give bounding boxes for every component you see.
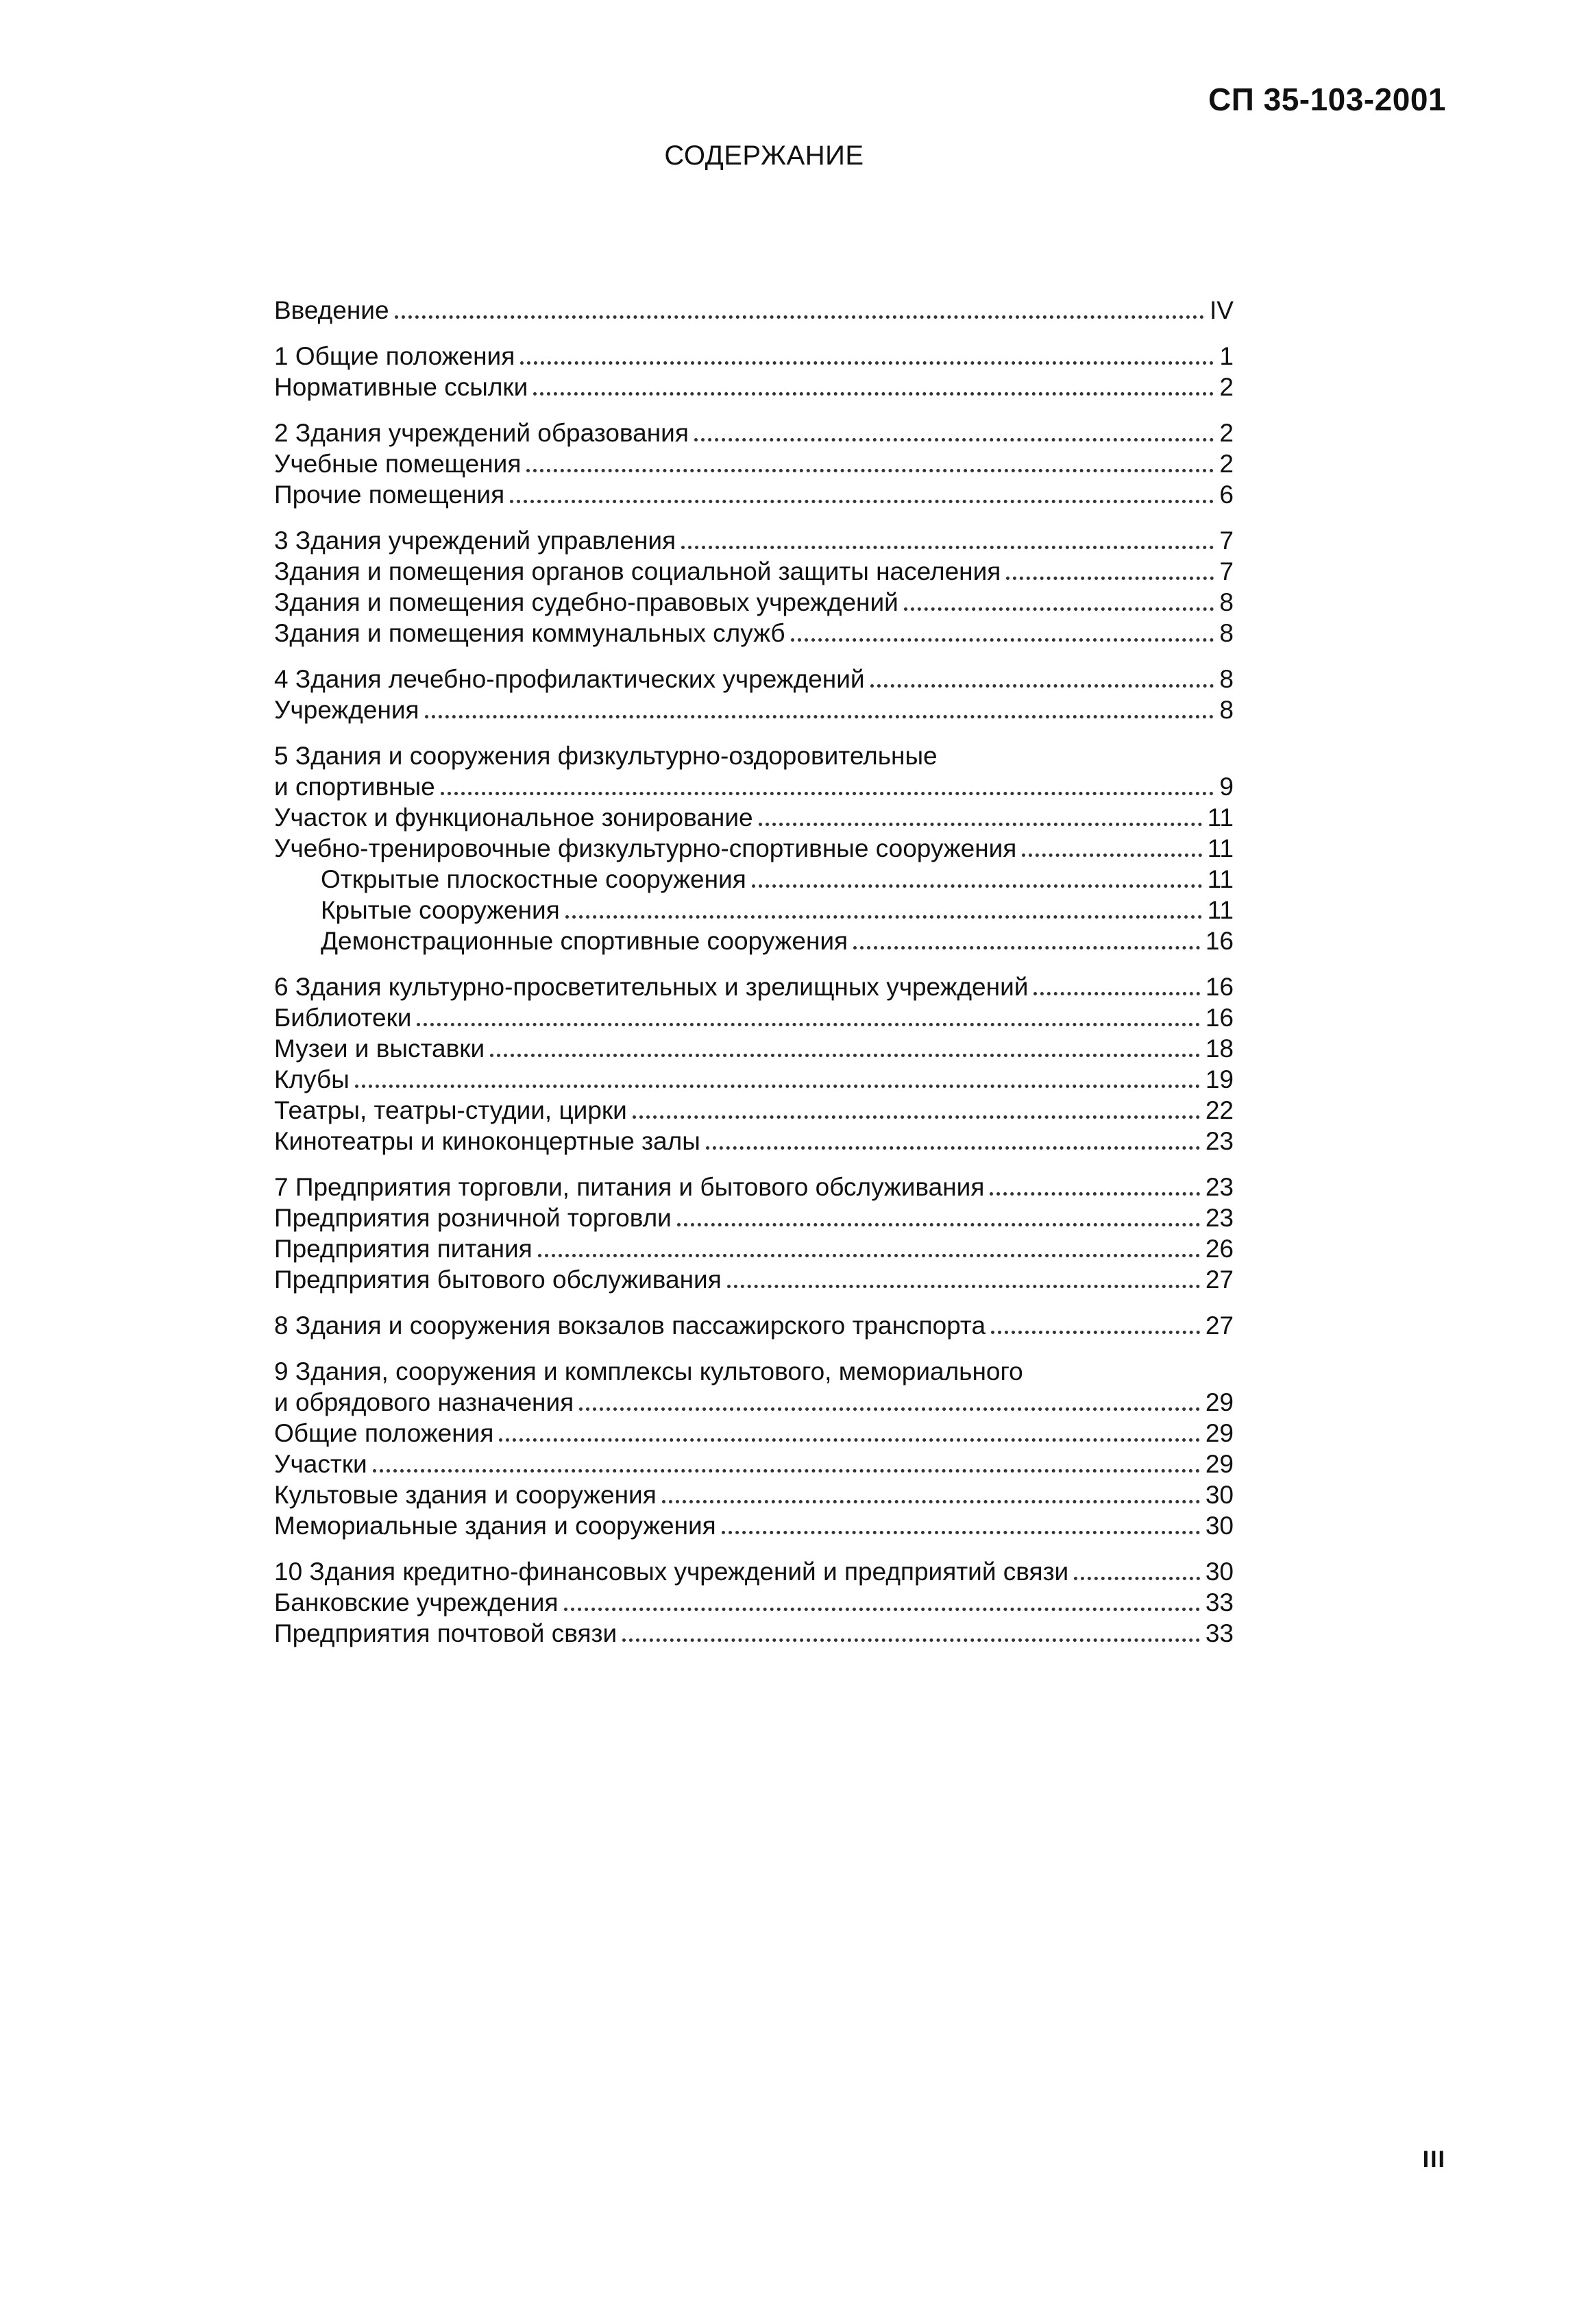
toc-entry[interactable] xyxy=(274,1510,1234,1541)
toc-entry-page: IV xyxy=(1210,296,1234,324)
toc-entry-label: Здания и помещения коммунальных служб xyxy=(274,619,785,647)
toc-entry-page: 23 xyxy=(1205,1173,1234,1201)
toc-group xyxy=(274,341,1234,402)
dot-leader xyxy=(373,1469,1200,1473)
dot-leader xyxy=(991,1331,1200,1334)
toc-entry-label: 8 Здания и сооружения вокзалов пассажирского транспорта xyxy=(274,1311,986,1340)
toc-entry[interactable] xyxy=(274,341,1234,372)
dot-leader xyxy=(752,884,1202,888)
toc-entry[interactable] xyxy=(274,694,1234,725)
toc-entry-label: Клубы xyxy=(274,1065,350,1093)
toc-entry-label: и обрядового назначения xyxy=(274,1388,574,1416)
toc-entry[interactable] xyxy=(274,448,1234,479)
toc-group xyxy=(274,1172,1234,1295)
dot-leader xyxy=(677,1223,1200,1226)
toc-entry-page: 11 xyxy=(1207,865,1234,893)
toc-entry-label: 10 Здания кредитно-финансовых учреждений и предприятий связи xyxy=(274,1558,1069,1586)
toc-entry-label: Банковские учреждения xyxy=(274,1588,559,1617)
toc-entry-label: Участок и функциональное зонирование xyxy=(274,803,753,832)
toc-entry[interactable] xyxy=(274,1418,1234,1449)
toc-entry[interactable] xyxy=(274,587,1234,618)
dot-leader xyxy=(1006,577,1214,580)
dot-leader xyxy=(727,1285,1200,1288)
toc-entry[interactable] xyxy=(274,479,1234,510)
toc-entry-page: 8 xyxy=(1219,588,1234,616)
dot-leader xyxy=(520,361,1214,365)
dot-leader xyxy=(662,1500,1200,1503)
toc-entry-page: 18 xyxy=(1205,1034,1234,1063)
toc-entry-page: 30 xyxy=(1205,1512,1234,1540)
toc-entry-label: Предприятия питания xyxy=(274,1235,533,1263)
toc-entry[interactable] xyxy=(274,556,1234,587)
toc-entry-label: 4 Здания лечебно-профилактических учреждений xyxy=(274,665,865,693)
dot-leader xyxy=(1074,1577,1200,1580)
toc-entry-label: Предприятия розничной торговли xyxy=(274,1204,672,1232)
dot-leader xyxy=(1022,854,1201,857)
dot-leader xyxy=(870,684,1214,688)
dot-leader xyxy=(904,607,1214,611)
toc-entry-page: 2 xyxy=(1219,450,1234,478)
toc-entry-page: 6 xyxy=(1219,481,1234,509)
dot-leader xyxy=(990,1192,1199,1196)
toc-entry-label: Общие положения xyxy=(274,1419,494,1447)
toc-entry-page: 30 xyxy=(1205,1481,1234,1509)
toc-entry[interactable] xyxy=(274,925,1234,956)
toc-entry-page: 8 xyxy=(1219,696,1234,724)
toc-entry-page: 22 xyxy=(1205,1096,1234,1124)
toc-entry-page: 7 xyxy=(1219,526,1234,555)
toc-entry-title-line: 9 Здания, сооружения и комплексы культового, мемориального xyxy=(274,1357,1023,1385)
toc-entry[interactable] xyxy=(274,802,1234,833)
toc-group xyxy=(274,525,1234,649)
toc-group xyxy=(274,417,1234,510)
toc-entry-label: Участки xyxy=(274,1450,367,1478)
toc-entry-page: 27 xyxy=(1205,1311,1234,1340)
toc-entry-label: Библиотеки xyxy=(274,1004,412,1032)
toc-entry[interactable] xyxy=(274,1033,1234,1064)
toc-entry[interactable] xyxy=(274,1587,1234,1618)
toc-group xyxy=(274,295,1234,326)
toc-entry-page: 33 xyxy=(1205,1619,1234,1647)
toc-entry[interactable] xyxy=(274,1126,1234,1157)
dot-leader xyxy=(417,1023,1199,1026)
toc-entry-page: 16 xyxy=(1205,927,1234,955)
dot-leader xyxy=(510,500,1214,503)
toc-entry-label: и спортивные xyxy=(274,773,435,801)
dot-leader xyxy=(759,823,1202,826)
toc-entry[interactable] xyxy=(274,618,1234,649)
dot-leader xyxy=(565,915,1202,919)
toc-entry[interactable] xyxy=(274,1449,1234,1479)
toc-group xyxy=(274,1356,1234,1541)
toc-entry-label: 1 Общие положения xyxy=(274,342,515,370)
toc-entry[interactable] xyxy=(274,1095,1234,1126)
toc-entry[interactable] xyxy=(274,1479,1234,1510)
toc-entry[interactable] xyxy=(274,525,1234,556)
toc-entry-label: Культовые здания и сооружения xyxy=(274,1481,657,1509)
dot-leader xyxy=(1034,992,1199,995)
toc-entry[interactable] xyxy=(274,1002,1234,1033)
toc-entry-label: 6 Здания культурно-просветительных и зрелищных учреждений xyxy=(274,973,1029,1001)
toc-entry-page: 11 xyxy=(1207,803,1234,832)
toc-entry-label: Предприятия почтовой связи xyxy=(274,1619,617,1647)
toc-entry-page: 26 xyxy=(1205,1235,1234,1263)
toc-entry-page: 19 xyxy=(1205,1065,1234,1093)
toc-entry-title-line: 5 Здания и сооружения физкультурно-оздоровительные xyxy=(274,742,938,770)
dot-leader xyxy=(526,469,1214,472)
dot-leader xyxy=(622,1638,1200,1642)
toc-entry-label: Прочие помещения xyxy=(274,481,505,509)
toc-group xyxy=(274,1310,1234,1341)
toc-entry-page: 9 xyxy=(1219,773,1234,801)
toc-heading: СОДЕРЖАНИЕ xyxy=(664,141,864,171)
toc-entry-label: Введение xyxy=(274,296,389,324)
toc-entry[interactable] xyxy=(274,372,1234,402)
toc-entry[interactable] xyxy=(274,1172,1234,1202)
toc-group xyxy=(274,664,1234,725)
dot-leader xyxy=(564,1608,1200,1611)
toc-entry-label: Открытые плоскостные сооружения xyxy=(321,865,746,893)
toc-entry-page: 29 xyxy=(1205,1450,1234,1478)
toc-entry-page: 29 xyxy=(1205,1419,1234,1447)
toc-entry-page: 16 xyxy=(1205,1004,1234,1032)
toc-entry-label: Демонстрационные спортивные сооружения xyxy=(321,927,848,955)
toc-entry-page: 2 xyxy=(1219,419,1234,447)
toc-entry-label: Предприятия бытового обслуживания xyxy=(274,1266,722,1294)
dot-leader xyxy=(490,1054,1200,1057)
toc-group xyxy=(274,1556,1234,1649)
toc-entry-label: Учебные помещения xyxy=(274,450,522,478)
toc-entry-page: 7 xyxy=(1219,557,1234,585)
dot-leader xyxy=(633,1115,1200,1119)
dot-leader xyxy=(853,946,1200,949)
page-number: III xyxy=(1422,2146,1446,2172)
toc-entry-page: 23 xyxy=(1205,1127,1234,1155)
toc-entry-label: Театры, театры-студии, цирки xyxy=(274,1096,627,1124)
dot-leader xyxy=(722,1531,1200,1534)
toc-entry[interactable] xyxy=(274,1202,1234,1233)
toc-entry-page: 27 xyxy=(1205,1266,1234,1294)
toc-entry-page: 30 xyxy=(1205,1558,1234,1586)
toc-entry-page: 8 xyxy=(1219,665,1234,693)
dot-leader xyxy=(579,1407,1200,1411)
toc-entry-label: Кинотеатры и киноконцертные залы xyxy=(274,1127,700,1155)
toc-entry-label: Здания и помещения судебно-правовых учреждений xyxy=(274,588,898,616)
dot-leader xyxy=(694,438,1214,441)
toc-entry[interactable] xyxy=(274,971,1234,1002)
toc-entry[interactable] xyxy=(274,1387,1234,1418)
toc-entry-page: 16 xyxy=(1205,973,1234,1001)
toc-entry-page: 1 xyxy=(1219,342,1234,370)
toc-entry[interactable] xyxy=(274,1310,1234,1341)
toc-entry-label: Мемориальные здания и сооружения xyxy=(274,1512,716,1540)
toc-group xyxy=(274,971,1234,1157)
dot-leader xyxy=(425,715,1214,718)
toc-entry[interactable] xyxy=(274,1233,1234,1264)
toc-entry-page: 11 xyxy=(1207,896,1234,924)
toc-entry-page: 2 xyxy=(1219,373,1234,401)
toc-entry[interactable] xyxy=(274,417,1234,448)
toc-entry[interactable] xyxy=(274,771,1234,802)
toc-entry-label: Учебно-тренировочные физкультурно-спортивные сооружения xyxy=(274,834,1017,862)
toc-entry[interactable] xyxy=(274,1556,1234,1587)
toc-entry-page: 8 xyxy=(1219,619,1234,647)
dot-leader xyxy=(395,315,1205,319)
dot-leader xyxy=(791,638,1214,642)
toc-entry-page: 23 xyxy=(1205,1204,1234,1232)
dot-leader xyxy=(499,1438,1199,1442)
dot-leader xyxy=(706,1146,1200,1150)
toc-entry[interactable] xyxy=(274,1618,1234,1649)
dot-leader xyxy=(533,392,1214,396)
toc-entry-page: 33 xyxy=(1205,1588,1234,1617)
table-of-contents xyxy=(274,295,1234,1664)
toc-entry-label: Здания и помещения органов социальной защиты населения xyxy=(274,557,1001,585)
document-code: СП 35-103-2001 xyxy=(1208,82,1446,117)
toc-group xyxy=(274,740,1234,956)
toc-entry[interactable] xyxy=(274,295,1234,326)
toc-entry[interactable] xyxy=(274,895,1234,925)
toc-entry-label: 7 Предприятия торговли, питания и бытового обслуживания xyxy=(274,1173,985,1201)
toc-entry[interactable] xyxy=(274,864,1234,895)
dot-leader xyxy=(681,546,1214,549)
toc-entry[interactable] xyxy=(274,1064,1234,1095)
toc-entry-label: Учреждения xyxy=(274,696,419,724)
toc-entry-label: 2 Здания учреждений образования xyxy=(274,419,689,447)
toc-entry-page: 29 xyxy=(1205,1388,1234,1416)
dot-leader xyxy=(355,1085,1200,1088)
toc-entry-label: Музеи и выставки xyxy=(274,1034,485,1063)
toc-entry[interactable] xyxy=(274,664,1234,694)
dot-leader xyxy=(441,792,1214,795)
toc-entry[interactable] xyxy=(274,833,1234,864)
toc-entry-label: 3 Здания учреждений управления xyxy=(274,526,676,555)
toc-entry[interactable] xyxy=(274,1264,1234,1295)
toc-entry-page: 11 xyxy=(1207,834,1234,862)
toc-entry-label: Крытые сооружения xyxy=(321,896,560,924)
toc-entry-label: Нормативные ссылки xyxy=(274,373,528,401)
dot-leader xyxy=(538,1254,1200,1257)
